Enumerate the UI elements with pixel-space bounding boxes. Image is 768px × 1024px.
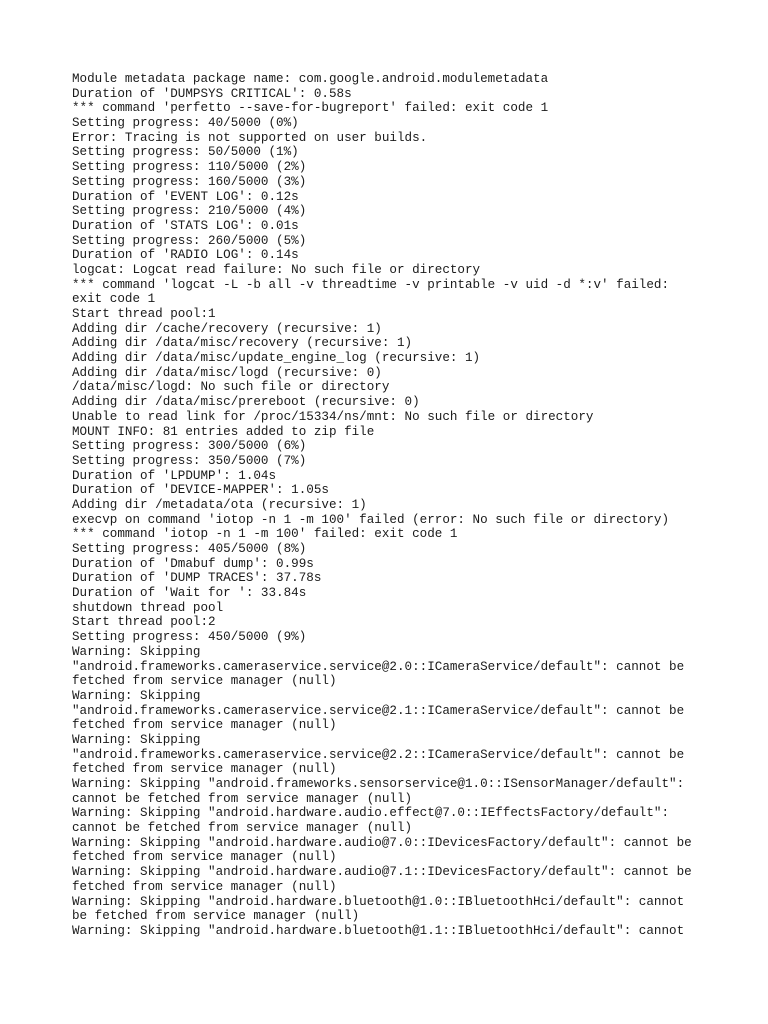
log-line: Warning: Skipping	[72, 644, 201, 659]
log-line: "android.frameworks.cameraservice.service@2.1::ICameraService/default": cannot be	[72, 703, 685, 718]
log-line: Duration of 'STATS LOG': 0.01s	[72, 218, 299, 233]
log-line: Warning: Skipping "android.hardware.audio.effect@7.0::IEffectsFactory/default":	[72, 806, 670, 821]
log-line: Setting progress: 405/5000 (8%)	[72, 542, 307, 556]
log-line: Duration of 'DUMP TRACES': 37.78s	[72, 571, 322, 586]
log-line: Error: Tracing is not supported on user builds.	[72, 130, 428, 145]
log-line: Duration of 'LPDUMP': 1.04s	[72, 468, 277, 483]
log-line: Warning: Skipping	[72, 688, 201, 703]
log-line: Warning: Skipping "android.hardware.bluetooth@1.1::IBluetoothHci/default": cannot	[72, 923, 685, 938]
log-line: Setting progress: 40/5000 (0%)	[72, 116, 299, 131]
log-line: Warning: Skipping "android.hardware.bluetooth@1.0::IBluetoothHci/default": cannot	[72, 894, 685, 909]
log-line: fetched from service manager (null)	[72, 762, 337, 777]
log-line: Setting progress: 350/5000 (7%)	[72, 453, 307, 468]
log-line: Warning: Skipping	[72, 732, 201, 747]
log-line: Setting progress: 300/5000 (6%)	[72, 439, 307, 454]
log-line: Duration of 'RADIO LOG': 0.14s	[72, 248, 299, 263]
log-line: "android.frameworks.cameraservice.service@2.0::ICameraService/default": cannot be	[72, 659, 685, 674]
log-line: *** command 'iotop -n 1 -m 100' failed: exit code 1	[72, 527, 458, 542]
log-line: cannot be fetched from service manager (null)	[72, 791, 413, 806]
log-line: Duration of 'DEVICE-MAPPER': 1.05s	[72, 483, 329, 498]
log-line: Setting progress: 450/5000 (9%)	[72, 630, 307, 645]
log-line: Module metadata package name: com.google.android.modulemetadata	[72, 72, 549, 86]
log-line: Unable to read link for /proc/15334/ns/mnt: No such file or directory	[72, 409, 594, 424]
log-line: Adding dir /data/misc/update_engine_log (recursive: 1)	[72, 351, 481, 366]
log-line: Setting progress: 50/5000 (1%)	[72, 145, 299, 160]
log-line: fetched from service manager (null)	[72, 718, 337, 733]
log-line: shutdown thread pool	[72, 600, 224, 615]
log-line: Adding dir /data/misc/prereboot (recursive: 0)	[72, 395, 420, 410]
log-line: Warning: Skipping "android.frameworks.sensorservice@1.0::ISensorManager/default":	[72, 777, 685, 791]
log-line: Duration of 'EVENT LOG': 0.12s	[72, 189, 299, 204]
log-line: Start thread pool:1	[72, 307, 216, 321]
log-line: Setting progress: 110/5000 (2%)	[72, 160, 307, 175]
log-line: logcat: Logcat read failure: No such file or directory	[72, 262, 481, 277]
log-line: Setting progress: 160/5000 (3%)	[72, 174, 307, 189]
log-line: execvp on command 'iotop -n 1 -m 100' failed (error: No such file or directory)	[72, 512, 670, 527]
log-line: cannot be fetched from service manager (null)	[72, 821, 413, 836]
log-line: exit code 1	[72, 292, 156, 307]
log-line: Adding dir /data/misc/logd (recursive: 0)	[72, 365, 382, 380]
log-line: Duration of 'Dmabuf dump': 0.99s	[72, 556, 314, 571]
log-line: be fetched from service manager (null)	[72, 909, 360, 924]
log-line: Adding dir /metadata/ota (recursive: 1)	[72, 497, 367, 512]
log-line: Adding dir /data/misc/recovery (recursive: 1)	[72, 336, 413, 351]
log-line: *** command 'logcat -L -b all -v threadtime -v printable -v uid -d *:v' failed:	[72, 277, 670, 292]
log-line: Setting progress: 210/5000 (4%)	[72, 204, 307, 219]
log-line: fetched from service manager (null)	[72, 850, 337, 865]
log-line: Duration of 'DUMPSYS CRITICAL': 0.58s	[72, 86, 352, 101]
log-line: Duration of 'Wait for ': 33.84s	[72, 586, 307, 601]
log-line: "android.frameworks.cameraservice.service@2.2::ICameraService/default": cannot be	[72, 747, 685, 762]
log-line: Start thread pool:2	[72, 615, 216, 630]
log-line: *** command 'perfetto --save-for-bugreport' failed: exit code 1	[72, 101, 549, 116]
log-document	[72, 72, 712, 939]
log-line: fetched from service manager (null)	[72, 879, 337, 894]
log-line: /data/misc/logd: No such file or directory	[72, 380, 390, 395]
log-line: MOUNT INFO: 81 entries added to zip file	[72, 424, 375, 439]
log-line: Setting progress: 260/5000 (5%)	[72, 233, 307, 248]
log-line: Warning: Skipping "android.hardware.audio@7.1::IDevicesFactory/default": cannot be	[72, 865, 692, 880]
log-line: Warning: Skipping "android.hardware.audio@7.0::IDevicesFactory/default": cannot be	[72, 835, 692, 850]
log-line: fetched from service manager (null)	[72, 674, 337, 689]
log-line: Adding dir /cache/recovery (recursive: 1)	[72, 321, 382, 336]
